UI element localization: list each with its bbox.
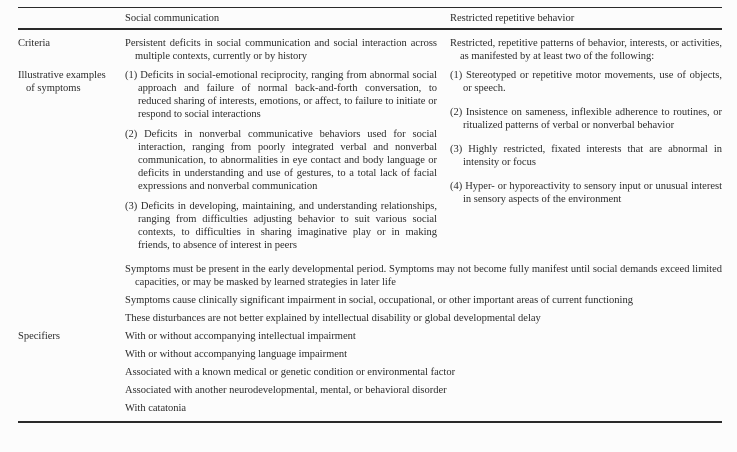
table-header-row [18, 8, 722, 30]
column-header-restricted-repetitive-behavior: Restricted repetitive behavior [450, 13, 575, 24]
social-symptom-item-3: (3) Deficits in developing, maintaining, and understanding relationships, ranging from difficulties adjusting behavior to suit various social contexts, to difficulties in sharing imaginative play or in making friends, to absence of interest in peers [125, 201, 437, 251]
note-developmental-period: Symptoms must be present in the early developmental period. Symptoms may not become fully manifest until social demands exceed limited capacities, or may be masked by learned strategies in later life [125, 264, 722, 288]
table-body [18, 30, 722, 420]
row-label-illustrative-examples: Illustrative examples of symptoms [18, 70, 106, 94]
notes-empty-label-cell [18, 263, 112, 330]
note-not-better-explained: These disturbances are not better explained by intellectual disability or global developmental delay [125, 313, 541, 324]
social-symptom-item-2: (2) Deficits in nonverbal communicative behaviors used for social interaction, ranging from poorly integrated verbal and nonverbal communication, to abnormalities in eye contact and body language or deficits in understanding and use of gestures, to a total lack of facial expressions and nonverbal communication [125, 129, 437, 192]
criteria-notes [18, 263, 722, 330]
restricted-symptom-item-3: (3) Highly restricted, fixated interests that are abnormal in intensity or focus [450, 144, 722, 168]
row-label-criteria: Criteria [18, 38, 51, 49]
specifier-neurodevelopmental-disorder: Associated with another neurodevelopmental, mental, or behavioral disorder [125, 385, 447, 396]
row-label-specifiers: Specifiers [18, 331, 60, 342]
social-symptom-item-1: (1) Deficits in social-emotional reciprocity, ranging from abnormal social approach and failure of normal back-and-forth conversation, to reduced sharing of interests, emotions, or affect, to failure to initiate or respond to social interactions [125, 70, 437, 120]
specifier-intellectual-impairment: With or without accompanying intellectual impairment [125, 331, 356, 342]
criteria-social-text: Persistent deficits in social communication and social interaction across multiple contexts, currently or by history [125, 38, 437, 62]
diagnostic-criteria-table [18, 7, 722, 423]
column-header-social-communication: Social communication [125, 13, 220, 24]
header-empty-cell [18, 12, 112, 25]
notes-list [125, 263, 722, 330]
criteria-row [18, 37, 722, 63]
table-bottom-rule [18, 421, 722, 423]
social-symptoms-list [125, 69, 437, 252]
note-clinical-impairment: Symptoms cause clinically significant impairment in social, occupational, or other important areas of current functioning [125, 295, 633, 306]
criteria-restricted-text: Restricted, repetitive patterns of behavior, interests, or activities, as manifested by at least two of the following: [450, 38, 722, 62]
restricted-symptom-item-1: (1) Stereotyped or repetitive motor movements, use of objects, or speech. [450, 70, 722, 94]
specifier-language-impairment: With or without accompanying language impairment [125, 349, 348, 360]
restricted-symptom-item-2: (2) Insistence on sameness, inflexible adherence to routines, or ritualized patterns of verbal or nonverbal behavior [450, 107, 722, 131]
restricted-symptoms-list [450, 69, 722, 252]
illustrative-examples-row [18, 69, 722, 252]
specifiers-list [125, 330, 722, 420]
restricted-symptom-item-4: (4) Hyper- or hyporeactivity to sensory input or unusual interest in sensory aspects of the environment [450, 181, 722, 205]
specifiers-row [18, 330, 722, 420]
specifier-catatonia: With catatonia [125, 403, 187, 414]
specifier-medical-genetic-condition: Associated with a known medical or genetic condition or environmental factor [125, 367, 456, 378]
